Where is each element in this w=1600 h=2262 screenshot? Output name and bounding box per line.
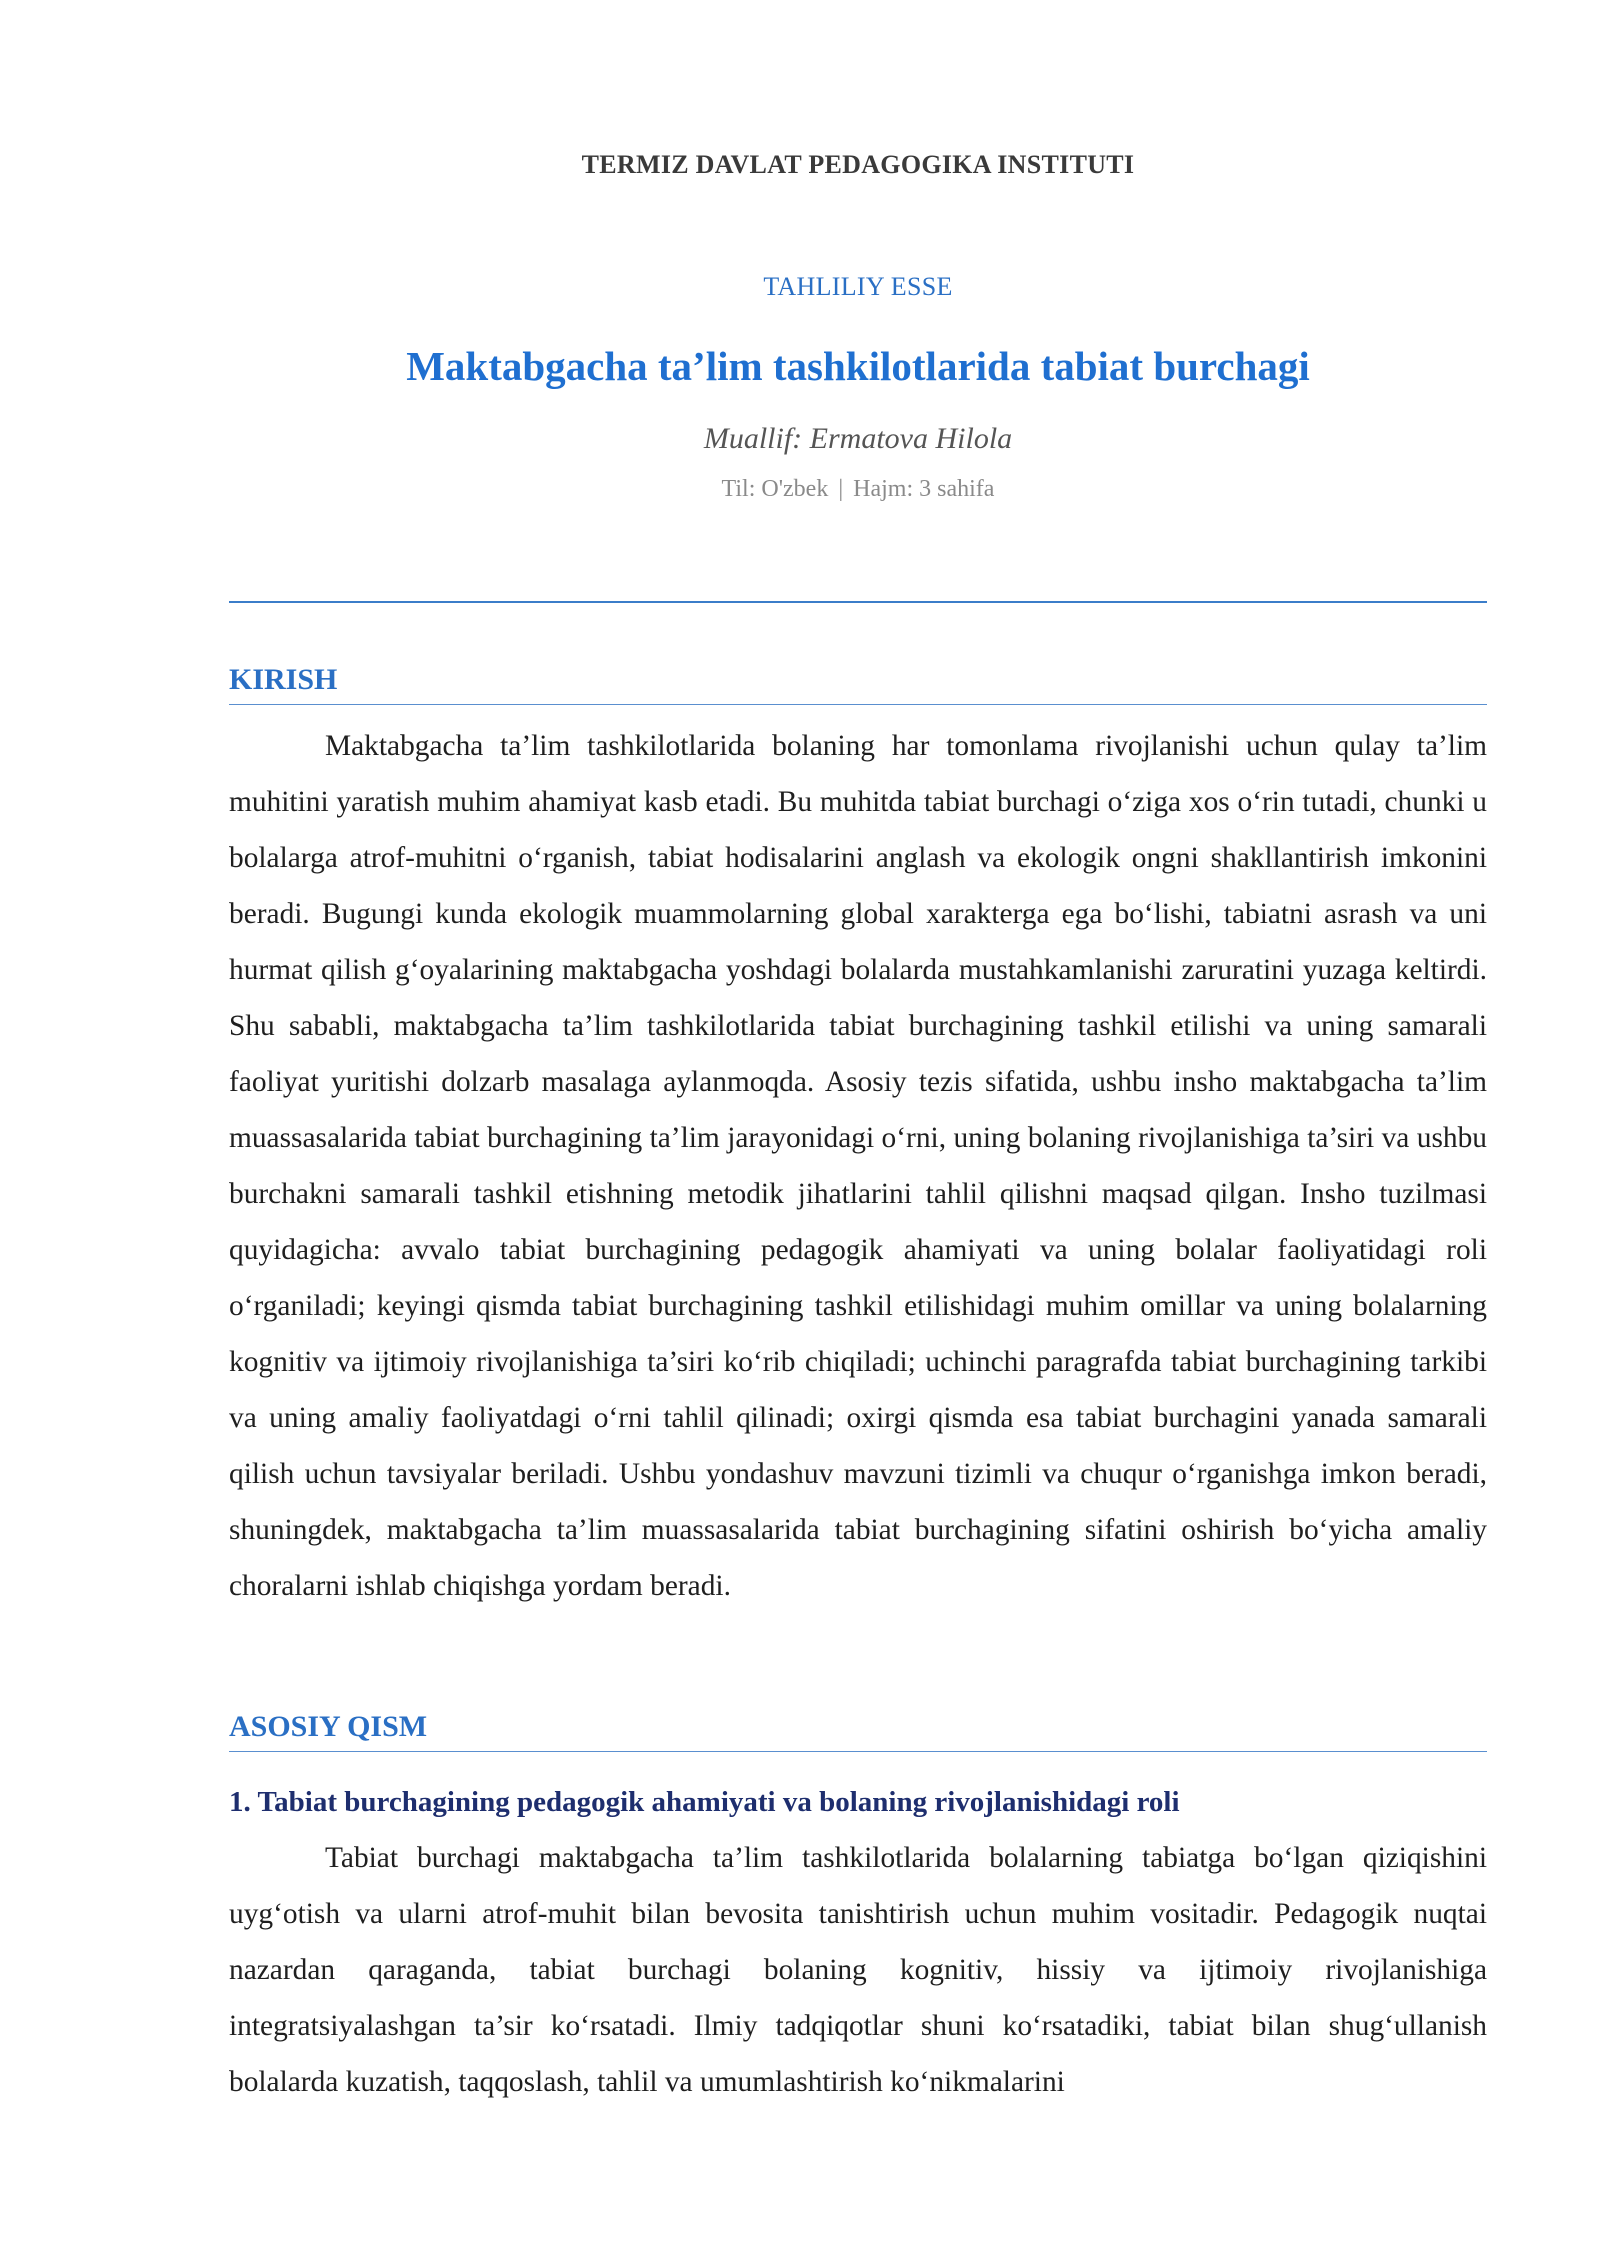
document-type: TAHLILIY ESSE	[763, 272, 953, 301]
intro-paragraph: Maktabgacha ta’lim tashkilotlarida bolaning har tomonlama rivojlanishi uchun qulay ta’lim muhitini yaratish muhim ahamiyat kasb etadi. Bu muhitda tabiat burchagi o‘ziga xos o‘rin tutadi, chunki u bolalarga atrof-muhitni o‘rganish, tabiat hodisalarini anglash va ekologik ongni shakllantirish imkonini beradi. Bugungi kunda ekologik muammolarning global xarakterga ega bo‘lishi, tabiatni asrash va uni hurmat qilish g‘oyalarining maktabgacha yoshdagi bolalarda mustahkamlanishi zaruratini yuzaga keltirdi. Shu sababli, maktabgacha ta’lim tashkilotlarida tabiat burchagining tashkil etilishi va uning samarali faoliyat yuritishi dolzarb masalaga aylanmoqda. Asosiy tezis sifatida, ushbu insho maktabgacha ta’lim muassasalarida tabiat burchagining ta’lim jarayonidagi o‘rni, uning bolaning rivojlanishiga ta’siri va ushbu burchakni samarali tashkil etishning metodik jihatlarini tahlil qilishni maqsad qilgan. Insho tuzilmasi quyidagicha: avvalo tabiat burchagining pedagogik ahamiyati va uning bolalar faoliyatidagi roli o‘rganiladi; keyingi qismda tabiat burchagining tashkil etilishidagi muhim omillar va uning bolalarning kognitiv va ijtimoiy rivojlanishiga ta’siri ko‘rib chiqiladi; uchinchi paragrafda tabiat burchagining tarkibi va uning amaliy faoliyatdagi o‘rni tahlil qilinadi; oxirgi qismda esa tabiat burchagini yanada samarali qilish uchun tavsiyalar beriladi. Ushbu yondashuv mavzuni tizimli va chuqur o‘rganishga imkon beradi, shuningdek, maktabgacha ta’lim muassasalarida tabiat burchagining sifatini oshirish bo‘yicha amaliy choralarni ishlab chiqishga yordam beradi.	[229, 730, 1487, 1602]
language-label: Til: O'zbek	[721, 476, 829, 502]
section-heading-main: ASOSIY QISM	[229, 1710, 1487, 1752]
main-paragraph-1: Tabiat burchagi maktabgacha ta’lim tashkilotlarida bolalarning tabiatga bo‘lgan qiziqishini uyg‘otish va ularni atrof-muhit bilan bevosita tanishtirish uchun muhim vositadir. Pedagogik nuqtai nazardan qaraganda, tabiat burchagi bolaning kognitiv, hissiy va ijtimoiy rivojlanishiga integratsiyalashgan ta’sir ko‘rsatadi. Ilmiy tadqiqotlar shuni ko‘rsatadiki, tabiat bilan shug‘ullanish bolalarda kuzatish, taqqoslash, tahlil va umumlashtirish ko‘nikmalarini	[229, 1842, 1487, 2098]
document-title: Maktabgacha ta’lim tashkilotlarida tabiat burchagi	[406, 343, 1310, 389]
subsection-heading-1: 1. Tabiat burchagining pedagogik ahamiyati va bolaning rivojlanishidagi roli	[229, 1786, 1180, 1818]
author-line: Muallif: Ermatova Hilola	[703, 422, 1013, 455]
institute-name: TERMIZ DAVLAT PEDAGOGIKA INSTITUTI	[581, 150, 1135, 179]
volume-label: Hajm: 3 sahifa	[853, 476, 995, 502]
meta-separator: |	[838, 476, 844, 502]
document-meta	[229, 476, 1487, 503]
header-divider	[229, 601, 1487, 603]
document-page	[229, 0, 1487, 2262]
section-heading-intro: KIRISH	[229, 663, 1487, 705]
